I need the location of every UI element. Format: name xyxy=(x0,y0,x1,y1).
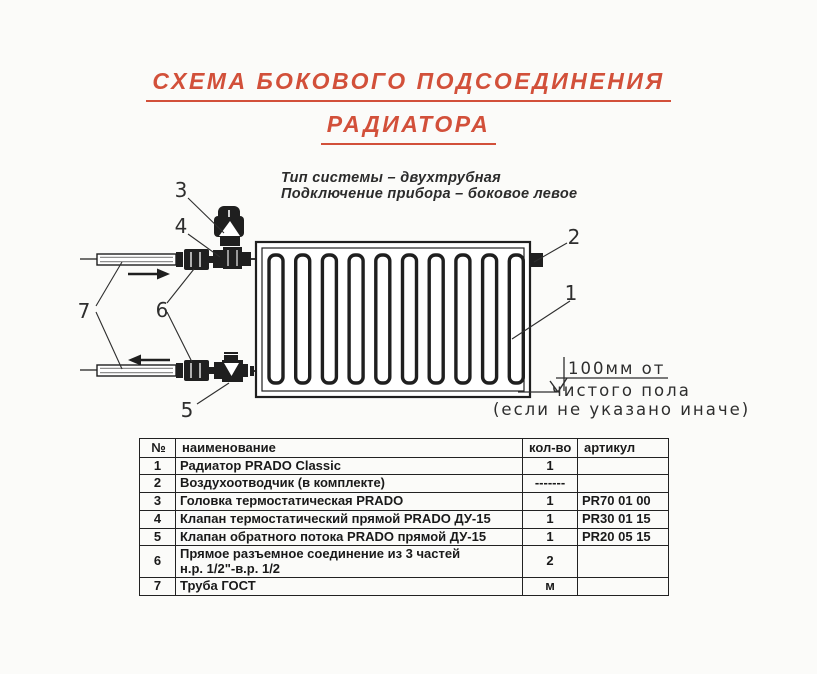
title-line-1: СХЕМА БОКОВОГО ПОДСОЕДИНЕНИЯ xyxy=(146,66,670,102)
header-article: артикул xyxy=(578,439,669,458)
cell-name-line1: Прямое разъемное соединение из 3 частей xyxy=(180,545,461,561)
leader-7a xyxy=(96,262,122,306)
callout-4: 4 xyxy=(174,214,188,238)
height-dimension xyxy=(493,357,750,419)
note-connection-type: Подключение прибора – боковое левое xyxy=(281,185,578,202)
cell-name: Клапан термостатический прямой PRADO ДУ-15 xyxy=(176,511,523,529)
cell-qty: 1 xyxy=(523,493,578,511)
thermostatic-head xyxy=(214,206,244,246)
cell-name: Труба ГОСТ xyxy=(176,578,523,596)
cell-num: 6 xyxy=(140,546,176,578)
cell-num: 1 xyxy=(140,458,176,475)
cell-num: 7 xyxy=(140,578,176,596)
page-title xyxy=(0,66,817,145)
flow-arrow-return xyxy=(128,355,170,366)
return-valve xyxy=(214,352,257,382)
callout-5: 5 xyxy=(180,398,194,422)
cell-qty: 1 xyxy=(523,511,578,529)
cell-article xyxy=(578,475,669,493)
piping-diagram xyxy=(0,150,817,440)
table-row xyxy=(140,458,669,475)
callout-1: 1 xyxy=(564,281,578,305)
cell-qty: 2 xyxy=(523,546,578,578)
leader-6b xyxy=(167,312,192,362)
cell-qty: ------- xyxy=(523,475,578,493)
leader-5 xyxy=(197,383,229,404)
table-row xyxy=(140,578,669,596)
header-num: № xyxy=(140,439,176,458)
cell-name xyxy=(176,546,523,578)
dimension-note: (если не указано иначе) xyxy=(493,400,751,419)
leader-6a xyxy=(167,269,194,303)
callout-2: 2 xyxy=(567,225,581,249)
cell-qty: м xyxy=(523,578,578,596)
cell-qty: 1 xyxy=(523,458,578,475)
thermostatic-valve xyxy=(213,247,257,269)
table-row xyxy=(140,511,669,529)
cell-article: PR20 05 15 xyxy=(578,529,669,546)
leader-7b xyxy=(96,312,122,369)
callout-7: 7 xyxy=(77,299,91,323)
cell-num: 3 xyxy=(140,493,176,511)
cell-name: Головка термостатическая PRADO xyxy=(176,493,523,511)
callout-3: 3 xyxy=(174,178,188,202)
union-connection-bottom xyxy=(184,360,214,381)
dimension-text-line1: 100мм от xyxy=(568,359,666,378)
radiator-panel xyxy=(256,242,530,397)
cell-article xyxy=(578,546,669,578)
cell-article: PR30 01 15 xyxy=(578,511,669,529)
parts-table xyxy=(139,438,669,596)
cell-article: PR70 01 00 xyxy=(578,493,669,511)
note-system-type: Тип системы – двухтрубная xyxy=(281,170,501,186)
cell-qty: 1 xyxy=(523,529,578,546)
cell-article xyxy=(578,578,669,596)
dimension-text-line2: чистого пола xyxy=(552,381,691,400)
supply-pipe xyxy=(80,252,183,267)
callout-6: 6 xyxy=(155,298,169,322)
table-row xyxy=(140,546,669,578)
header-name: наименование xyxy=(176,439,523,458)
cell-num: 2 xyxy=(140,475,176,493)
table-header-row xyxy=(140,439,669,458)
cell-num: 5 xyxy=(140,529,176,546)
cell-article xyxy=(578,458,669,475)
table-row xyxy=(140,493,669,511)
cell-num: 4 xyxy=(140,511,176,529)
cell-name: Клапан обратного потока PRADO прямой ДУ-15 xyxy=(176,529,523,546)
table-row xyxy=(140,475,669,493)
header-qty: кол-во xyxy=(523,439,578,458)
cell-name: Радиатор PRADO Classic xyxy=(176,458,523,475)
cell-name: Воздухоотводчик (в комплекте) xyxy=(176,475,523,493)
flow-arrow-supply xyxy=(128,269,170,280)
leader-2 xyxy=(534,243,567,262)
cell-name-line2: н.р. 1/2"-в.р. 1/2 xyxy=(180,560,281,576)
title-line-2: РАДИАТОРА xyxy=(321,109,496,145)
table-row xyxy=(140,529,669,546)
union-connection-top xyxy=(184,249,214,270)
return-pipe xyxy=(80,363,183,378)
